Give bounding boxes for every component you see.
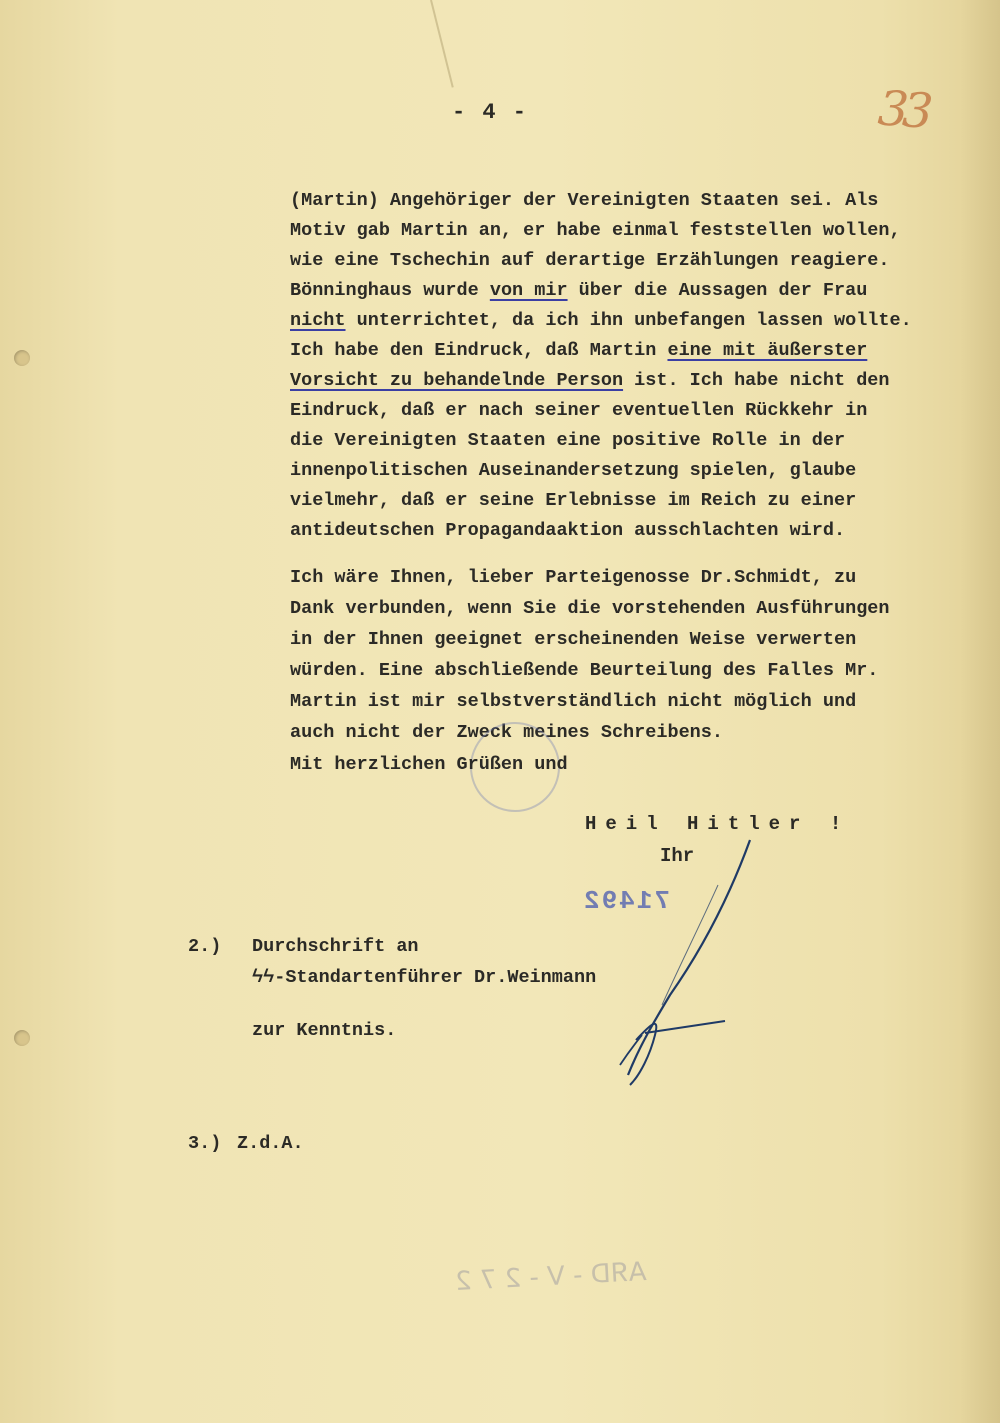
text-line	[290, 486, 990, 516]
text-run: Eindruck, daß er nach seiner eventuellen Rückkehr in	[290, 400, 868, 421]
punch-hole-bottom	[14, 1030, 30, 1046]
text-line	[290, 246, 990, 276]
item-2-line-3: zur Kenntnis.	[252, 1020, 397, 1041]
text-run: Bönninghaus wurde	[290, 280, 490, 301]
text-run: unterrichtet, da ich ihn unbefangen lassen wollte.	[345, 310, 912, 331]
text-run: in der Ihnen geeignet erscheinenden Weise verwerten	[290, 629, 857, 650]
item-2-number: 2.)	[188, 936, 222, 957]
punch-hole-top	[14, 350, 30, 366]
item-3-number: 3.)	[188, 1133, 222, 1154]
text-line	[290, 186, 990, 216]
underlined-phrase: eine mit äußerster	[667, 340, 868, 361]
text-line	[290, 276, 990, 306]
text-line	[290, 366, 990, 396]
text-run: antideutschen Propagandaaktion ausschlachten wird.	[290, 520, 846, 541]
text-run: (Martin) Angehöriger der Vereinigten Staaten sei. Als	[290, 190, 879, 211]
folio-number: 33	[876, 80, 929, 140]
paragraph-1	[290, 186, 990, 546]
text-run: vielmehr, daß er seine Erlebnisse im Reich zu einer	[290, 490, 857, 511]
text-line	[290, 562, 990, 593]
text-run: auch nicht der Zweck meines Schreibens.	[290, 722, 723, 743]
text-line	[290, 336, 990, 366]
item-2-line-2-text: -Standartenführer Dr.Weinmann	[274, 967, 597, 988]
closing-salute: Heil Hitler !	[585, 813, 851, 835]
text-run: Dank verbunden, wenn Sie die vorstehenden Ausführungen	[290, 598, 890, 619]
text-line	[290, 655, 990, 686]
item-3-text: Z.d.A.	[237, 1133, 304, 1154]
text-run: innenpolitischen Auseinandersetzung spielen, glaube	[290, 460, 857, 481]
underlined-phrase: nicht	[290, 310, 346, 331]
underlined-phrase: von mir	[489, 280, 568, 301]
underlined-phrase: Vorsicht zu behandelnde Person	[290, 370, 624, 391]
paper-crease	[430, 0, 454, 88]
closing-ihr: Ihr	[660, 845, 695, 867]
text-line	[290, 306, 990, 336]
text-run: die Vereinigten Staaten eine positive Rolle in der	[290, 430, 846, 451]
signature-mark	[600, 835, 760, 1095]
text-line	[290, 216, 990, 246]
text-line	[290, 396, 990, 426]
text-run: Ich habe den Eindruck, daß Martin	[290, 340, 668, 361]
text-line	[290, 593, 990, 624]
text-run: würden. Eine abschließende Beurteilung des Falles Mr.	[290, 660, 879, 681]
item-2-line-1: Durchschrift an	[252, 936, 419, 957]
text-run: Motiv gab Martin an, er habe einmal feststellen wollen,	[290, 220, 901, 241]
stamp-number: 71492	[582, 886, 671, 916]
text-line	[290, 717, 990, 748]
text-run: Ich wäre Ihnen, lieber Parteigenosse Dr.Schmidt, zu	[290, 567, 857, 588]
text-line	[290, 426, 990, 456]
text-line	[290, 516, 990, 546]
text-run: über die Aussagen der Frau	[567, 280, 868, 301]
closing-greeting: Mit herzlichen Grüßen und	[290, 754, 568, 775]
text-run: ist. Ich habe nicht den	[623, 370, 890, 391]
ss-rank-symbol: ϟϟ	[252, 967, 275, 988]
text-line	[290, 686, 990, 717]
text-line	[290, 624, 990, 655]
text-run: wie eine Tschechin auf derartige Erzählungen reagiere.	[290, 250, 890, 271]
paragraph-2	[290, 562, 990, 748]
item-2-line-2	[252, 967, 596, 988]
text-run: Martin ist mir selbstverständlich nicht möglich und	[290, 691, 857, 712]
pencil-archive-note: AЯD - V - 2 7 2	[454, 1257, 648, 1297]
page-number: - 4 -	[452, 100, 529, 125]
text-line	[290, 456, 990, 486]
